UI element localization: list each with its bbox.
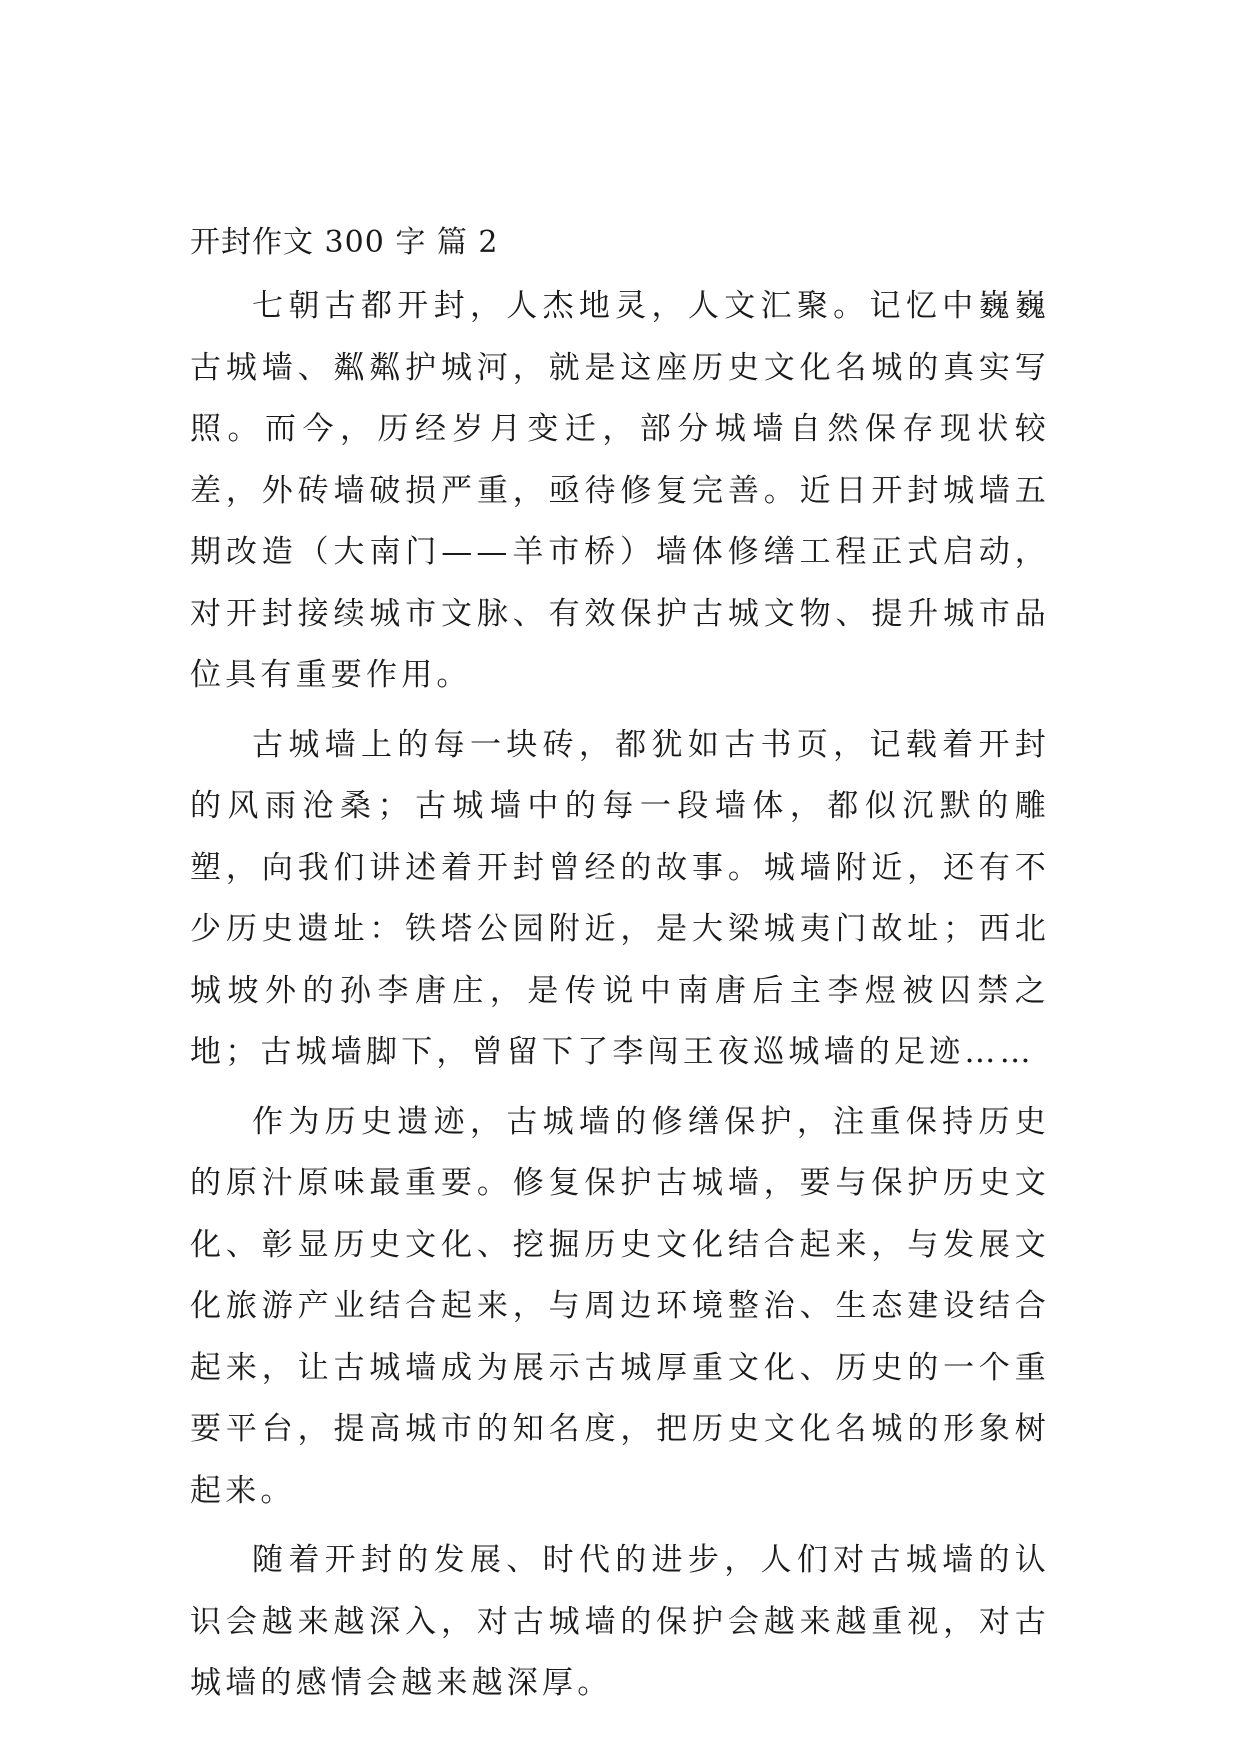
document-title: 开封作文 300 字 篇 2	[190, 225, 499, 260]
paragraph-4: 随着开封的发展、时代的进步，人们对古城墙的认识会越来越深入，对古城墙的保护会越来越重视，对古城墙的感情会越来越深厚。	[190, 1542, 1050, 1701]
paragraph-1: 七朝古都开封，人杰地灵，人文汇聚。记忆中巍巍古城墙、粼粼护城河，就是这座历史文化名城的真实写照。而今，历经岁月变迁，部分城墙自然保存现状较差，外砖墙破损严重，亟待修复完善。近日开封城墙五期改造（大南门——羊市桥）墙体修缮工程正式启动，对开封接续城市文脉、有效保护古城文物、提升城市品位具有重要作用。	[190, 288, 1050, 693]
paragraph-3: 作为历史遗迹，古城墙的修缮保护，注重保持历史的原汁原味最重要。修复保护古城墙，要与保护历史文化、彰显历史文化、挖掘历史文化结合起来，与发展文化旅游产业结合起来，与周边环境整治、生态建设结合起来，让古城墙成为展示古城厚重文化、历史的一个重要平台，提高城市的知名度，把历史文化名城的形象树起来。	[190, 1103, 1050, 1509]
paragraph-2: 古城墙上的每一块砖，都犹如古书页，记载着开封的风雨沧桑；古城墙中的每一段墙体，都似沉默的雕塑，向我们讲述着开封曾经的故事。城墙附近，还有不少历史遗址：铁塔公园附近，是大梁城夷门故址；西北城坡外的孙李唐庄，是传说中南唐后主李煜被囚禁之地；古城墙脚下，曾留下了李闯王夜巡城墙的足迹……	[190, 726, 1050, 1070]
document-body	[190, 218, 1050, 1723]
